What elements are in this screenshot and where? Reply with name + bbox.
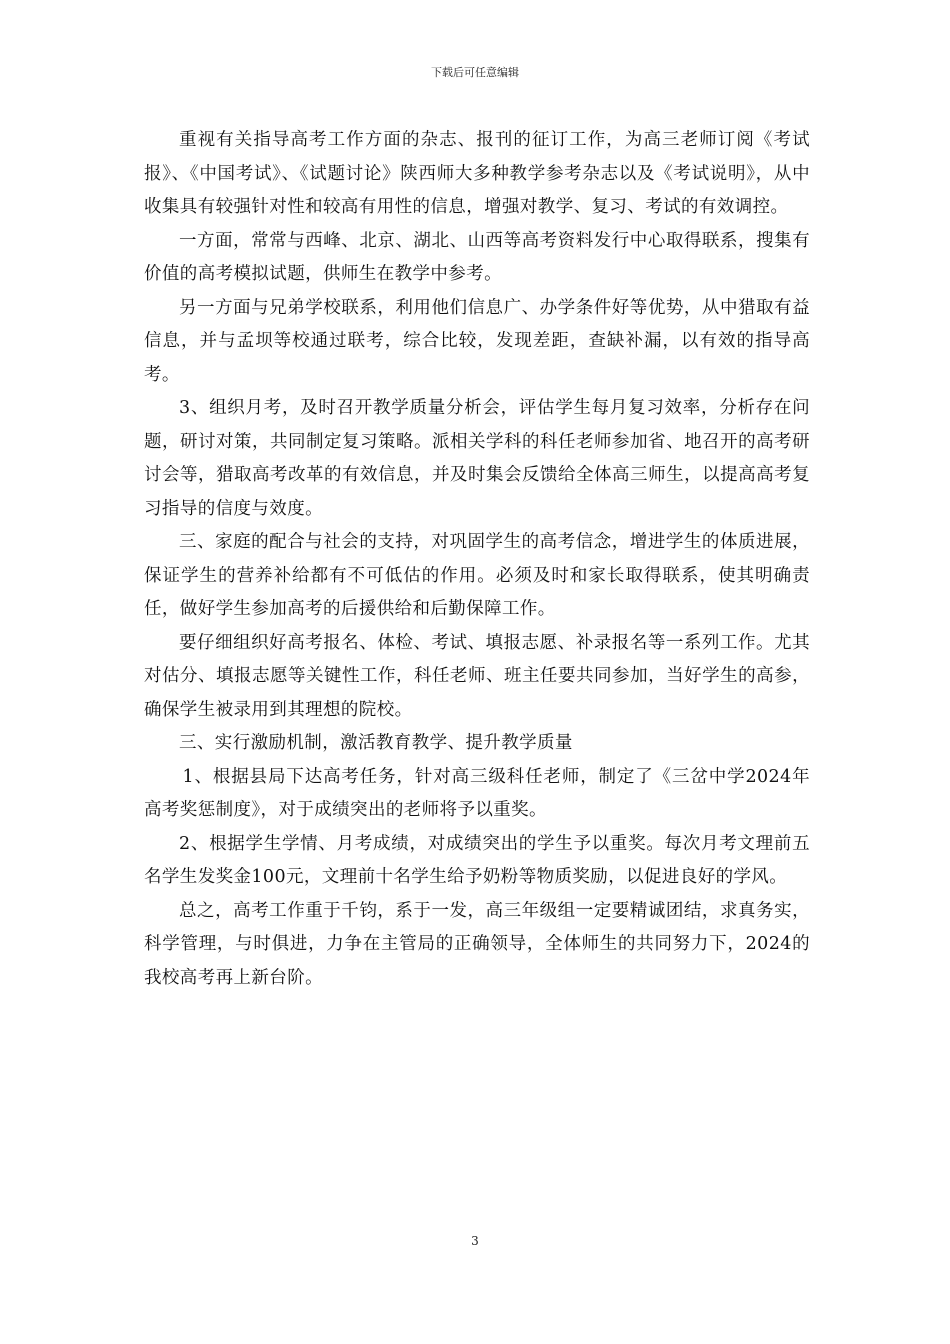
document-body: [144, 124, 810, 995]
paragraph-family-support: 三、家庭的配合与社会的支持，对巩固学生的高考信念，增进学生的体质进展，保证学生的营养补给都有不可低估的作用。必须及时和家长取得联系，使其明确责任，做好学生参加高考的后援供给和后勤保障工作。: [144, 532, 810, 619]
paragraph-subscriptions: 重视有关指导高考工作方面的杂志、报刊的征订工作，为高三老师订阅《考试报》、《中国考试》、《试题讨论》陕西师大多种教学参考杂志以及《考试说明》，从中收集具有较强针对性和较高有用性的信息，增强对教学、复习、考试的有效调控。: [144, 130, 810, 217]
paragraph-sister-schools: 另一方面与兄弟学校联系，利用他们信息广、办学条件好等优势，从中猎取有益信息，并与孟坝等校通过联考，综合比较，发现差距，查缺补漏，以有效的指导高考。: [144, 297, 810, 385]
page-header: 下载后可任意编辑: [431, 66, 519, 79]
paragraph-student-rewards: 2、根据学生学情、月考成绩，对成绩突出的学生予以重奖。每次月考文理前五名学生发奖金100元，文理前十名学生给予奶粉等物质奖励，以促进良好的学风。: [144, 833, 810, 887]
page-number: 3: [471, 1234, 479, 1248]
paragraph-conclusion: 总之，高考工作重于千钧，系于一发，高三年级组一定要精诚团结，求真务实，科学管理，与时俱进，力争在主管局的正确领导，全体师生的共同努力下，2024的我校高考再上新台阶。: [144, 900, 810, 988]
paragraph-registration: 要仔细组织好高考报名、体检、考试、填报志愿、补录报名等一系列工作。尤其对估分、填报志愿等关键性工作，科任老师、班主任要共同参加，当好学生的高参，确保学生被录用到其理想的院校。: [144, 632, 810, 720]
paragraph-teacher-rewards: 1、根据县局下达高考任务，针对高三级科任老师，制定了《三岔中学2024年高考奖惩制度》，对于成绩突出的老师将予以重奖。: [144, 766, 810, 820]
section-heading-incentives: 三、实行激励机制，激活教育教学、提升教学质量: [179, 733, 573, 753]
paragraph-exam-materials: 一方面，常常与西峰、北京、湖北、山西等高考资料发行中心取得联系，搜集有价值的高考模拟试题，供师生在教学中参考。: [144, 230, 810, 284]
paragraph-monthly-exams: 3、组织月考，及时召开教学质量分析会，评估学生每月复习效率，分析存在问题，研讨对策，共同制定复习策略。派相关学科的科任老师参加省、地召开的高考研讨会等，猎取高考改革的有效信息，并及时集会反馈给全体高三师生，以提高高考复习指导的信度与效度。: [144, 398, 810, 519]
